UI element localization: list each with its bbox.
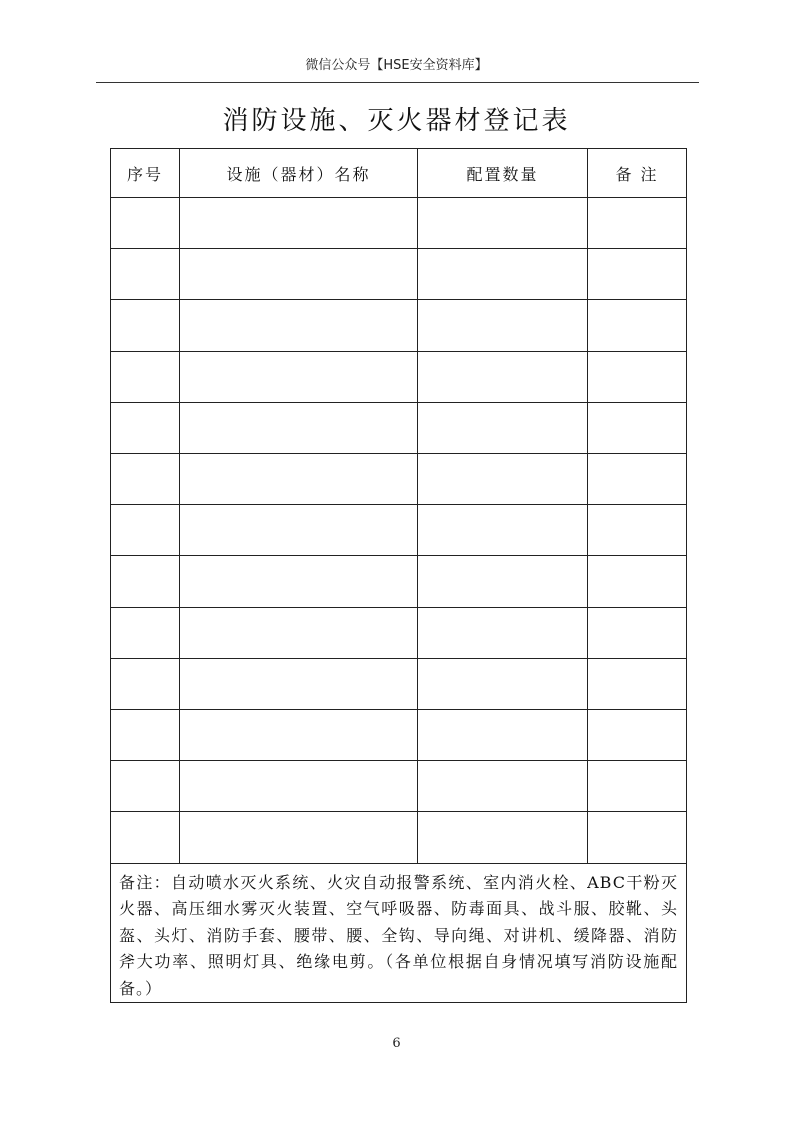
serial-cell[interactable] [111,300,180,351]
serial-cell[interactable] [111,249,180,300]
serial-cell[interactable] [111,198,180,249]
table-header-row [111,149,687,198]
table-row [111,300,687,351]
serial-cell[interactable] [111,607,180,658]
quantity-cell[interactable] [418,709,588,760]
remarks-cell[interactable] [588,351,687,402]
quantity-cell[interactable] [418,812,588,863]
name-cell[interactable] [180,453,418,504]
serial-cell[interactable] [111,812,180,863]
quantity-cell[interactable] [418,249,588,300]
name-cell[interactable] [180,505,418,556]
remarks-cell[interactable] [588,249,687,300]
table-row [111,709,687,760]
remarks-cell[interactable] [588,198,687,249]
table-row [111,402,687,453]
table-body [111,198,687,864]
name-cell[interactable] [180,402,418,453]
quantity-cell[interactable] [418,300,588,351]
name-cell[interactable] [180,658,418,709]
register-table [110,148,687,1003]
name-cell[interactable] [180,198,418,249]
table-row [111,198,687,249]
name-cell[interactable] [180,249,418,300]
name-cell[interactable] [180,300,418,351]
quantity-cell[interactable] [418,761,588,812]
quantity-cell[interactable] [418,505,588,556]
name-cell[interactable] [180,556,418,607]
column-header-serial: 序号 [111,149,180,198]
table-row [111,351,687,402]
name-cell[interactable] [180,607,418,658]
column-header-quantity: 配置数量 [418,149,588,198]
quantity-cell[interactable] [418,351,588,402]
quantity-cell[interactable] [418,556,588,607]
serial-cell[interactable] [111,709,180,760]
name-cell[interactable] [180,351,418,402]
serial-cell[interactable] [111,402,180,453]
quantity-cell[interactable] [418,198,588,249]
quantity-cell[interactable] [418,402,588,453]
remarks-cell[interactable] [588,453,687,504]
page-number: 6 [392,1036,401,1051]
serial-cell[interactable] [111,453,180,504]
table-row [111,556,687,607]
table-row [111,761,687,812]
remarks-cell[interactable] [588,505,687,556]
table-row [111,607,687,658]
quantity-cell[interactable] [418,607,588,658]
header-divider [96,82,699,83]
serial-cell[interactable] [111,556,180,607]
serial-cell[interactable] [111,761,180,812]
remarks-cell[interactable] [588,607,687,658]
serial-cell[interactable] [111,658,180,709]
name-cell[interactable] [180,812,418,863]
serial-cell[interactable] [111,505,180,556]
page-header: 微信公众号【HSE安全资料库】 [305,58,488,73]
column-header-remarks: 备 注 [588,149,687,198]
quantity-cell[interactable] [418,658,588,709]
table-row [111,658,687,709]
remarks-cell[interactable] [588,709,687,760]
note-text: 备注：自动喷水灭火系统、火灾自动报警系统、室内消火栓、ABC干粉灭火器、高压细水雾灭火装置、空气呼吸器、防毒面具、战斗服、胶靴、头盔、头灯、消防手套、腰带、腰、全钩、导向绳、对讲机、缓降器、消防斧大功率、照明灯具、绝缘电剪。（各单位根据自身情况填写消防设施配备。） [111,863,687,1003]
note-row [111,863,687,1003]
remarks-cell[interactable] [588,761,687,812]
name-cell[interactable] [180,761,418,812]
table-row [111,249,687,300]
remarks-cell[interactable] [588,658,687,709]
column-header-name: 设施（器材）名称 [180,149,418,198]
table-row [111,812,687,863]
name-cell[interactable] [180,709,418,760]
remarks-cell[interactable] [588,402,687,453]
remarks-cell[interactable] [588,812,687,863]
quantity-cell[interactable] [418,453,588,504]
remarks-cell[interactable] [588,556,687,607]
serial-cell[interactable] [111,351,180,402]
page-title: 消防设施、灭火器材登记表 [222,106,571,136]
table-row [111,453,687,504]
remarks-cell[interactable] [588,300,687,351]
table-row [111,505,687,556]
